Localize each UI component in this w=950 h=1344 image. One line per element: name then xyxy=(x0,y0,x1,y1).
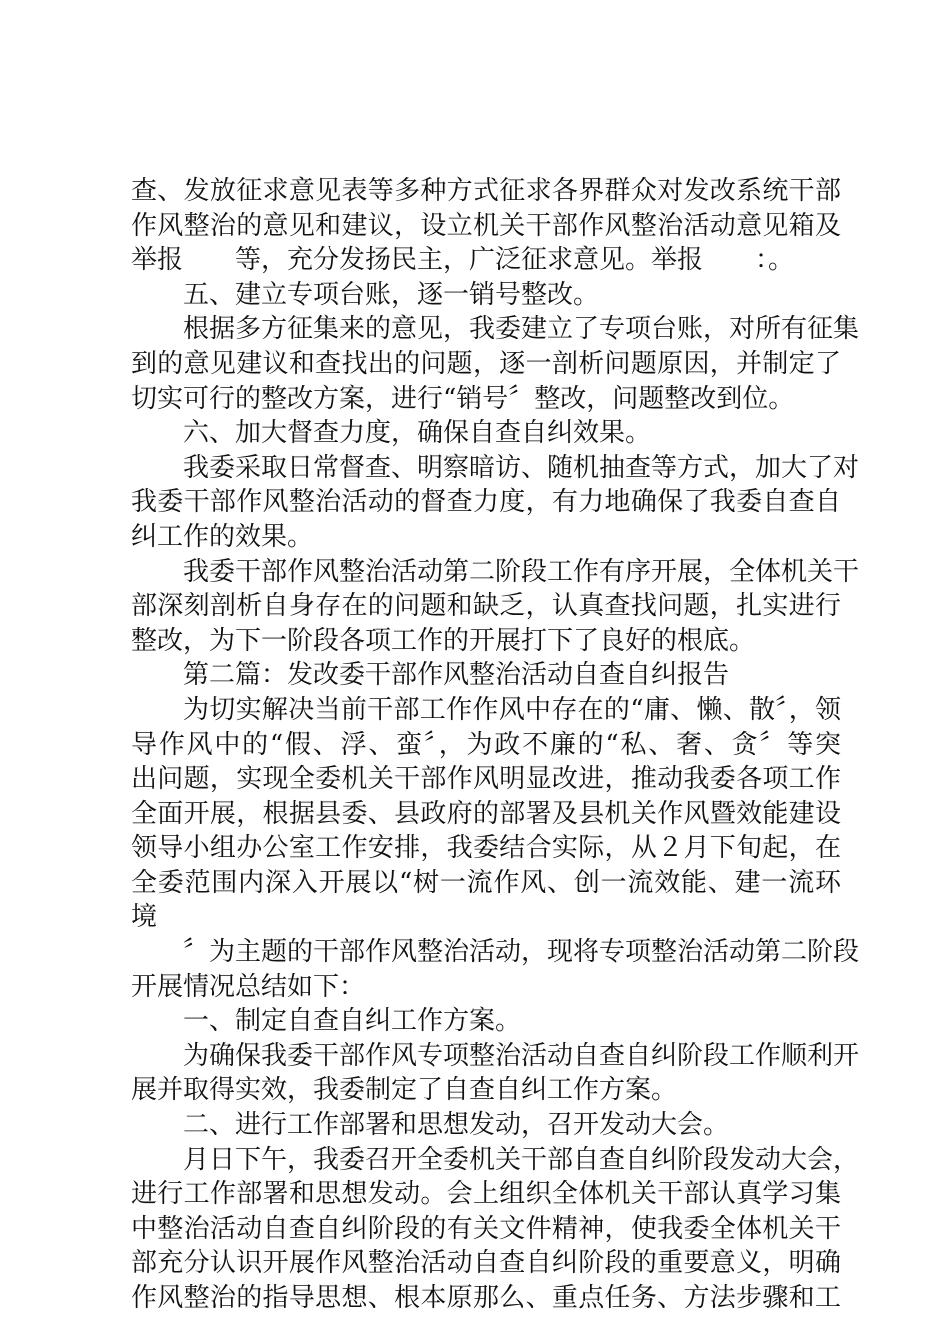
chapter-title: 第二篇：发改委干部作风整治活动自查自纠报告 xyxy=(183,660,730,691)
text-line: 〞为主题的干部作风整治活动，现将专项整治活动第二阶段 xyxy=(183,937,860,968)
text-line: 作风整治的指导思想、根本原那么、重点任务、方法步骤和工 xyxy=(131,1283,841,1313)
text-line: 部充分认识开展作风整治活动自查自纠阶段的重要意义，明确 xyxy=(131,1248,841,1279)
text-line: 我委采取日常督查、明察暗访、随机抽查等方式，加大了对 xyxy=(183,452,860,483)
text-line: 全面开展，根据县委、县政府的部署及县机关作风暨效能建设 xyxy=(131,798,841,829)
text-line: 导作风中的“假、浮、蛮〞，为政不廉的“私、奢、贪〞等突 xyxy=(131,729,841,760)
text-line: 整改，为下一阶段各项工作的开展打下了良好的根底。 xyxy=(131,625,756,656)
text-line: 进行工作部署和思想发动。会上组织全体机关干部认真学习集 xyxy=(131,1179,841,1210)
text-line: 领导小组办公室工作安排，我委结合实际，从２月下旬起，在 xyxy=(131,833,841,864)
text-line: 开展情况总结如下： xyxy=(131,971,366,1002)
text-line: 我委干部作风整治活动第二阶段工作有序开展，全体机关干 xyxy=(183,556,860,587)
text-line: 为切实解决当前干部工作作风中存在的“庸、懒、散〞，领 xyxy=(183,694,841,725)
text-line: 查、发放征求意见表等多种方式征求各界群众对发改系统干部 xyxy=(131,176,841,206)
text-line: 部深刻剖析自身存在的问题和缺乏，认真查找问题，扎实进行 xyxy=(131,591,841,622)
text-line: 根据多方征集来的意见，我委建立了专项台账，对所有征集 xyxy=(183,314,860,345)
text-line: 作风整治的意见和建议，设立机关干部作风整治活动意见箱及 xyxy=(131,210,841,241)
text-line: 为确保我委干部作风专项整治活动自查自纠阶段工作顺利开 xyxy=(183,1040,860,1071)
section-heading: 五、建立专项台账，逐一销号整改。 xyxy=(183,279,600,310)
text-line: 月日下午，我委召开全委机关干部自查自纠阶段发动大会， xyxy=(183,1144,860,1175)
section-heading: 一、制定自查自纠工作方案。 xyxy=(183,1006,522,1037)
document-body xyxy=(131,174,860,1316)
section-heading: 六、加大督查力度，确保自查自纠效果。 xyxy=(183,418,652,449)
text-line: 境 xyxy=(131,902,158,933)
text-line: 全委范围内深入开展以“树一流作风、创一流效能、建一流环 xyxy=(131,867,841,898)
section-heading: 二、进行工作部署和思想发动，召开发动大会。 xyxy=(183,1110,730,1141)
text-line: 中整治活动自查自纠阶段的有关文件精神，使我委全体机关干 xyxy=(131,1213,841,1244)
text-line: 纠工作的效果。 xyxy=(131,521,314,552)
text-line: 出问题，实现全委机关干部作风明显改进，推动我委各项工作 xyxy=(131,764,841,795)
text-line: 展并取得实效，我委制定了自查自纠工作方案。 xyxy=(131,1075,678,1106)
text-line: 到的意见建议和查找出的问题，逐一剖析问题原因，并制定了 xyxy=(131,348,841,379)
text-line: 我委干部作风整治活动的督查力度，有力地确保了我委自查自 xyxy=(131,487,841,518)
text-line: 举报 等，充分发扬民主，广泛征求意见。举报 ：。 xyxy=(131,245,795,276)
text-line: 切实可行的整改方案，进行“销号〞整改，问题整改到位。 xyxy=(131,383,795,414)
